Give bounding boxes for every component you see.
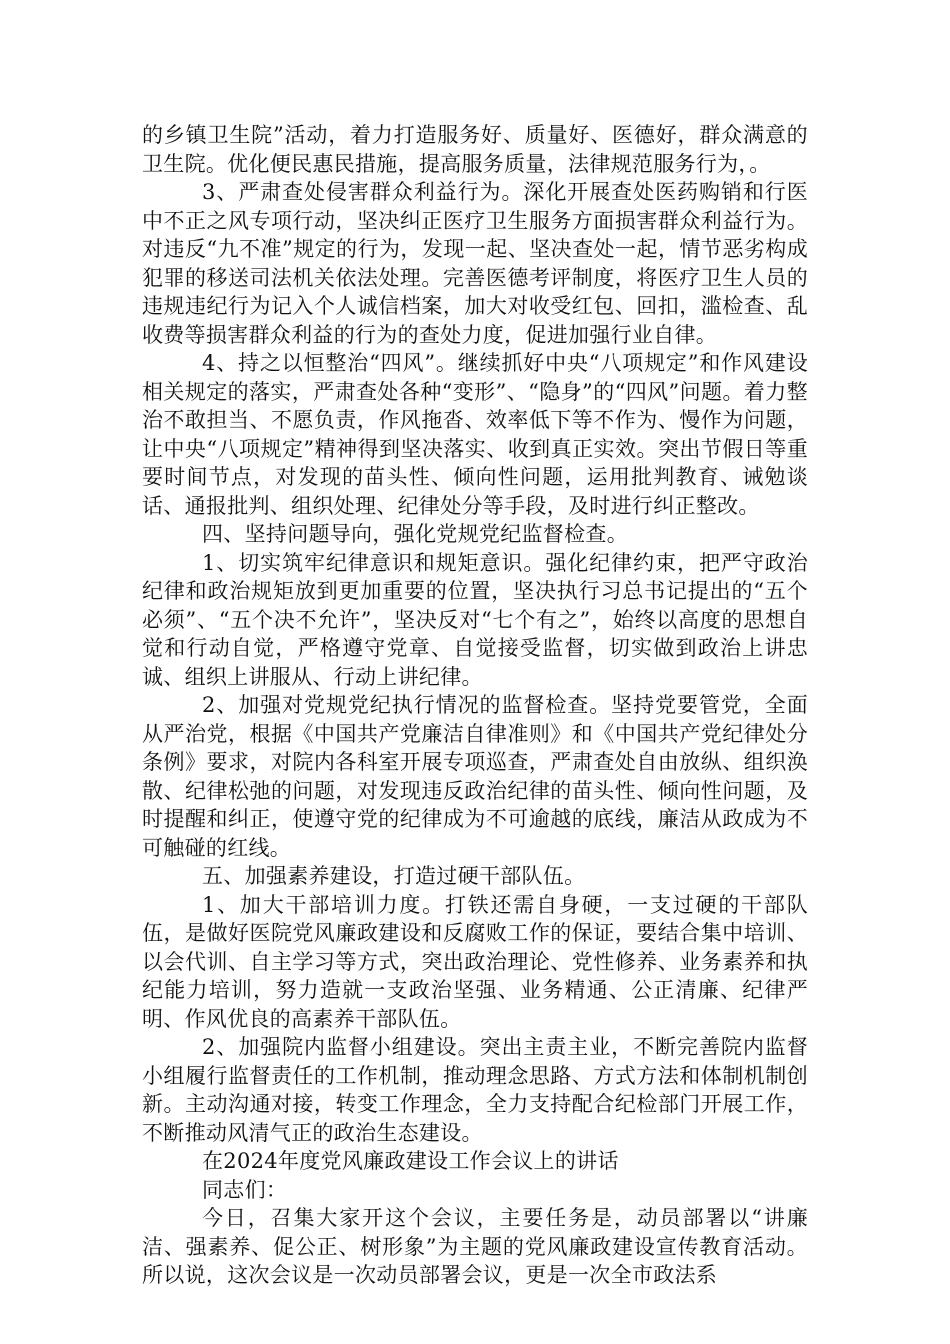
speech-salutation: 同志们： (202, 1177, 288, 1202)
paragraph-continuation: 的乡镇卫生院”活动，着力打造服务好、质量好、医德好，群众满意的卫生院。优化便民惠民措施，提高服务质量，法律规范服务行为，。 (142, 123, 808, 176)
paragraph-item-4: 4、持之以恒整治“四风”。继续抓好中央“八项规定”和作风建设相关规定的落实，严肃查处各种“变形”、“隐身”的“四风”问题。着力整治不敢担当、不愿负责，作风拖沓、效率低下等不作为、慢作为问题，让中央“八项规定”精神得到坚决落实、收到真正实效。突出节假日等重要时间节点，对发现的苗头性、倾向性问题，运用批判教育、诫勉谈话、通报批判、组织处理、纪律处分等手段，及时进行纠正整改。 (142, 351, 808, 518)
paragraph-item-3: 3、严肃查处侵害群众利益行为。深化开展查处医药购销和行医中不正之风专项行动，坚决纠正医疗卫生服务方面损害群众利益行为。对违反“九不准”规定的行为，发现一起、坚决查处一起，情节恶劣构成犯罪的移送司法机关依法处理。完善医德考评制度，将医疗卫生人员的违规违纪行为记入个人诚信档案，加大对收受红包、回扣，滥检查、乱收费等损害群众利益的行为的查处力度，促进加强行业自律。 (142, 180, 808, 347)
paragraph-section4-item-1: 1、切实筑牢纪律意识和规矩意识。强化纪律约束，把严守政治纪律和政治规矩放到更加重要的位置，坚决执行习总书记提出的“五个必须”、“五个决不允许”，坚决反对“七个有之”，始终以高度的思想自觉和行动自觉，严格遵守党章、自觉接受监督，切实做到政治上讲忠诚、组织上讲服从、行动上讲纪律。 (142, 550, 808, 689)
document-body (142, 121, 808, 1290)
speech-opening-paragraph: 今日，召集大家开这个会议，主要任务是，动员部署以“讲廉洁、强素养、促公正、树形象”为主题的党风廉政建设宣传教育活动。所以说，这次会议是一次动员部署会议，更是一次全市政法系 (142, 1206, 808, 1287)
speech-title: 在2024年度党风廉政建设工作会议上的讲话 (202, 1149, 619, 1173)
section-heading-4: 四、坚持问题导向，强化党规党纪监督检查。 (202, 522, 628, 546)
paragraph-section5-item-1: 1、加大干部培训力度。打铁还需自身硬，一支过硬的干部队伍，是做好医院党风廉政建设和反腐败工作的保证，要结合集中培训、以会代训、自主学习等方式，突出政治理论、党性修养、业务素养和执纪能力培训，努力造就一支政治坚强、业务精通、公正清廉、纪律严明、作风优良的高素养干部队伍。 (142, 892, 808, 1031)
section-heading-5: 五、加强素养建设，打造过硬干部队伍。 (202, 864, 586, 888)
paragraph-section5-item-2: 2、加强院内监督小组建设。突出主责主业，不断完善院内监督小组履行监督责任的工作机制，推动理念思路、方式方法和体制机制创新。主动沟通对接，转变工作理念，全力支持配合纪检部门开展工作，不断推动风清气正的政治生态建设。 (142, 1035, 808, 1145)
paragraph-section4-item-2: 2、加强对党规党纪执行情况的监督检查。坚持党要管党，全面从严治党，根据《中国共产党廉洁自律准则》和《中国共产党纪律处分条例》要求，对院内各科室开展专项巡查，严肃查处自由放纵、组织涣散、纪律松弛的问题，对发现违反政治纪律的苗头性、倾向性问题，及时提醒和纠正，使遵守党的纪律成为不可逾越的底线，廉洁从政成为不可触碰的红线。 (142, 693, 808, 860)
